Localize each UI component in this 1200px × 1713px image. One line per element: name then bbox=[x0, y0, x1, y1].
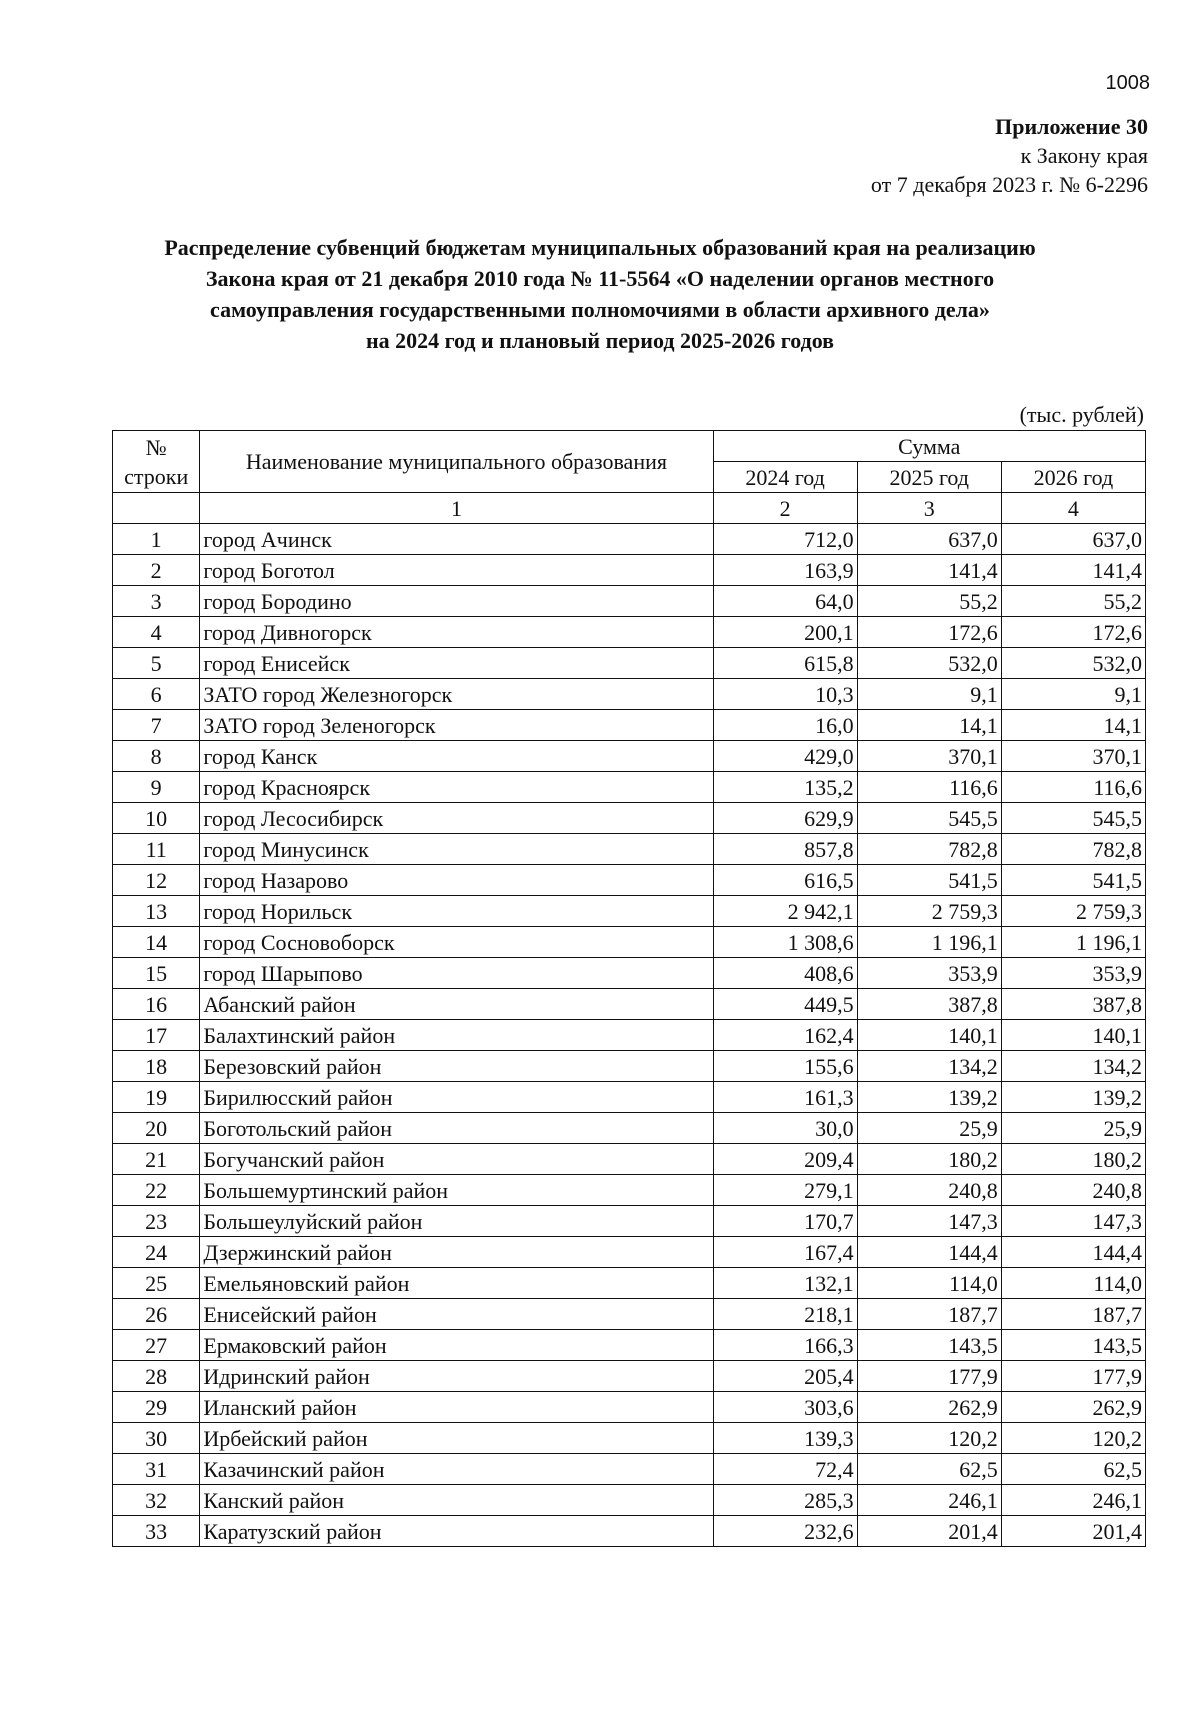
table-row bbox=[113, 741, 1146, 772]
table-row bbox=[113, 710, 1146, 741]
municipality-name-cell: Балахтинский район bbox=[200, 1020, 713, 1051]
municipality-name-cell: город Енисейск bbox=[200, 648, 713, 679]
value-2025-cell: 143,5 bbox=[857, 1330, 1001, 1361]
value-2025-cell: 545,5 bbox=[857, 803, 1001, 834]
table-row bbox=[113, 617, 1146, 648]
municipality-name-cell: Березовский район bbox=[200, 1051, 713, 1082]
name-header: Наименование муниципального образования bbox=[200, 431, 713, 493]
municipality-name-cell: Казачинский район bbox=[200, 1454, 713, 1485]
value-2026-cell: 180,2 bbox=[1001, 1144, 1145, 1175]
value-2024-cell: 232,6 bbox=[713, 1516, 857, 1547]
table-row bbox=[113, 648, 1146, 679]
appendix-law-ref: к Закону края bbox=[1020, 143, 1148, 168]
value-2024-cell: 16,0 bbox=[713, 710, 857, 741]
column-index: 1 bbox=[200, 493, 713, 524]
document-title bbox=[110, 232, 1090, 356]
municipality-name-cell: Идринский район bbox=[200, 1361, 713, 1392]
municipality-name-cell: город Красноярск bbox=[200, 772, 713, 803]
row-number-cell: 31 bbox=[113, 1454, 200, 1485]
municipality-name-cell: город Канск bbox=[200, 741, 713, 772]
table-row bbox=[113, 834, 1146, 865]
value-2025-cell: 116,6 bbox=[857, 772, 1001, 803]
page-number: 1008 bbox=[1105, 72, 1150, 94]
row-number-cell: 15 bbox=[113, 958, 200, 989]
value-2024-cell: 167,4 bbox=[713, 1237, 857, 1268]
value-2026-cell: 532,0 bbox=[1001, 648, 1145, 679]
value-2025-cell: 25,9 bbox=[857, 1113, 1001, 1144]
value-2024-cell: 218,1 bbox=[713, 1299, 857, 1330]
title-line: самоуправления государственными полномочиями в области архивного дела» bbox=[210, 297, 990, 322]
value-2024-cell: 616,5 bbox=[713, 865, 857, 896]
value-2025-cell: 114,0 bbox=[857, 1268, 1001, 1299]
table-row bbox=[113, 958, 1146, 989]
value-2024-cell: 162,4 bbox=[713, 1020, 857, 1051]
municipality-name-cell: Енисейский район bbox=[200, 1299, 713, 1330]
value-2024-cell: 135,2 bbox=[713, 772, 857, 803]
value-2025-cell: 172,6 bbox=[857, 617, 1001, 648]
value-2026-cell: 143,5 bbox=[1001, 1330, 1145, 1361]
value-2025-cell: 637,0 bbox=[857, 524, 1001, 555]
row-number-cell: 16 bbox=[113, 989, 200, 1020]
value-2025-cell: 120,2 bbox=[857, 1423, 1001, 1454]
municipality-name-cell: Емельяновский район bbox=[200, 1268, 713, 1299]
value-2024-cell: 408,6 bbox=[713, 958, 857, 989]
value-2024-cell: 139,3 bbox=[713, 1423, 857, 1454]
municipality-name-cell: город Назарово bbox=[200, 865, 713, 896]
row-number-cell: 13 bbox=[113, 896, 200, 927]
municipality-name-cell: Боготольский район bbox=[200, 1113, 713, 1144]
row-number-cell: 11 bbox=[113, 834, 200, 865]
municipality-name-cell: Большемуртинский район bbox=[200, 1175, 713, 1206]
value-2026-cell: 120,2 bbox=[1001, 1423, 1145, 1454]
row-number-cell: 28 bbox=[113, 1361, 200, 1392]
municipality-name-cell: ЗАТО город Зеленогорск bbox=[200, 710, 713, 741]
value-2026-cell: 201,4 bbox=[1001, 1516, 1145, 1547]
municipality-name-cell: город Сосновоборск bbox=[200, 927, 713, 958]
value-2025-cell: 139,2 bbox=[857, 1082, 1001, 1113]
value-2024-cell: 30,0 bbox=[713, 1113, 857, 1144]
units-label: (тыс. рублей) bbox=[1019, 402, 1144, 427]
row-number-cell: 2 bbox=[113, 555, 200, 586]
row-number-cell: 29 bbox=[113, 1392, 200, 1423]
value-2025-cell: 201,4 bbox=[857, 1516, 1001, 1547]
municipality-name-cell: город Дивногорск bbox=[200, 617, 713, 648]
row-number-cell: 23 bbox=[113, 1206, 200, 1237]
value-2026-cell: 141,4 bbox=[1001, 555, 1145, 586]
municipality-name-cell: город Норильск bbox=[200, 896, 713, 927]
value-2024-cell: 166,3 bbox=[713, 1330, 857, 1361]
row-number-cell: 1 bbox=[113, 524, 200, 555]
row-number-cell: 6 bbox=[113, 679, 200, 710]
row-number-cell: 14 bbox=[113, 927, 200, 958]
value-2026-cell: 114,0 bbox=[1001, 1268, 1145, 1299]
table-row bbox=[113, 1516, 1146, 1547]
municipality-name-cell: город Ачинск bbox=[200, 524, 713, 555]
value-2024-cell: 200,1 bbox=[713, 617, 857, 648]
value-2026-cell: 637,0 bbox=[1001, 524, 1145, 555]
value-2025-cell: 134,2 bbox=[857, 1051, 1001, 1082]
column-index: 3 bbox=[857, 493, 1001, 524]
row-number-cell: 5 bbox=[113, 648, 200, 679]
municipality-name-cell: Дзержинский район bbox=[200, 1237, 713, 1268]
value-2025-cell: 262,9 bbox=[857, 1392, 1001, 1423]
value-2024-cell: 303,6 bbox=[713, 1392, 857, 1423]
value-2026-cell: 240,8 bbox=[1001, 1175, 1145, 1206]
year-2025-header: 2025 год bbox=[857, 462, 1001, 493]
value-2025-cell: 62,5 bbox=[857, 1454, 1001, 1485]
subvention-table bbox=[112, 430, 1146, 1547]
row-number-cell: 30 bbox=[113, 1423, 200, 1454]
row-number-cell: 27 bbox=[113, 1330, 200, 1361]
value-2025-cell: 370,1 bbox=[857, 741, 1001, 772]
value-2025-cell: 353,9 bbox=[857, 958, 1001, 989]
municipality-name-cell: Богучанский район bbox=[200, 1144, 713, 1175]
value-2026-cell: 782,8 bbox=[1001, 834, 1145, 865]
table-row bbox=[113, 772, 1146, 803]
value-2026-cell: 387,8 bbox=[1001, 989, 1145, 1020]
municipality-name-cell: город Бородино bbox=[200, 586, 713, 617]
table-row bbox=[113, 1175, 1146, 1206]
value-2025-cell: 246,1 bbox=[857, 1485, 1001, 1516]
column-index-empty bbox=[113, 493, 200, 524]
table-row bbox=[113, 1206, 1146, 1237]
table-row bbox=[113, 803, 1146, 834]
value-2024-cell: 712,0 bbox=[713, 524, 857, 555]
value-2026-cell: 187,7 bbox=[1001, 1299, 1145, 1330]
value-2025-cell: 180,2 bbox=[857, 1144, 1001, 1175]
row-number-cell: 7 bbox=[113, 710, 200, 741]
table-row bbox=[113, 1454, 1146, 1485]
value-2025-cell: 177,9 bbox=[857, 1361, 1001, 1392]
row-number-cell: 9 bbox=[113, 772, 200, 803]
value-2026-cell: 262,9 bbox=[1001, 1392, 1145, 1423]
value-2024-cell: 429,0 bbox=[713, 741, 857, 772]
value-2024-cell: 629,9 bbox=[713, 803, 857, 834]
value-2026-cell: 541,5 bbox=[1001, 865, 1145, 896]
municipality-name-cell: Абанский район bbox=[200, 989, 713, 1020]
table-row bbox=[113, 1392, 1146, 1423]
value-2024-cell: 209,4 bbox=[713, 1144, 857, 1175]
value-2026-cell: 55,2 bbox=[1001, 586, 1145, 617]
value-2025-cell: 187,7 bbox=[857, 1299, 1001, 1330]
value-2026-cell: 172,6 bbox=[1001, 617, 1145, 648]
row-number-header-line1: № bbox=[145, 434, 167, 460]
row-number-cell: 20 bbox=[113, 1113, 200, 1144]
value-2025-cell: 541,5 bbox=[857, 865, 1001, 896]
value-2024-cell: 449,5 bbox=[713, 989, 857, 1020]
value-2026-cell: 1 196,1 bbox=[1001, 927, 1145, 958]
value-2026-cell: 25,9 bbox=[1001, 1113, 1145, 1144]
value-2026-cell: 147,3 bbox=[1001, 1206, 1145, 1237]
table-row bbox=[113, 1485, 1146, 1516]
municipality-name-cell: город Боготол bbox=[200, 555, 713, 586]
municipality-name-cell: ЗАТО город Железногорск bbox=[200, 679, 713, 710]
value-2026-cell: 2 759,3 bbox=[1001, 896, 1145, 927]
value-2025-cell: 782,8 bbox=[857, 834, 1001, 865]
table-row bbox=[113, 1423, 1146, 1454]
value-2024-cell: 1 308,6 bbox=[713, 927, 857, 958]
value-2026-cell: 62,5 bbox=[1001, 1454, 1145, 1485]
table-row bbox=[113, 1082, 1146, 1113]
value-2024-cell: 72,4 bbox=[713, 1454, 857, 1485]
value-2025-cell: 240,8 bbox=[857, 1175, 1001, 1206]
table-row bbox=[113, 1113, 1146, 1144]
table-row bbox=[113, 679, 1146, 710]
table-row bbox=[113, 524, 1146, 555]
value-2026-cell: 545,5 bbox=[1001, 803, 1145, 834]
appendix-header bbox=[871, 112, 1148, 199]
municipality-name-cell: Ирбейский район bbox=[200, 1423, 713, 1454]
municipality-name-cell: Ермаковский район bbox=[200, 1330, 713, 1361]
value-2025-cell: 9,1 bbox=[857, 679, 1001, 710]
value-2024-cell: 205,4 bbox=[713, 1361, 857, 1392]
table-row bbox=[113, 1361, 1146, 1392]
municipality-name-cell: Канский район bbox=[200, 1485, 713, 1516]
row-number-cell: 22 bbox=[113, 1175, 200, 1206]
value-2024-cell: 155,6 bbox=[713, 1051, 857, 1082]
year-2026-header: 2026 год bbox=[1001, 462, 1145, 493]
value-2026-cell: 246,1 bbox=[1001, 1485, 1145, 1516]
value-2024-cell: 857,8 bbox=[713, 834, 857, 865]
year-2024-header: 2024 год bbox=[713, 462, 857, 493]
column-index: 2 bbox=[713, 493, 857, 524]
appendix-title: Приложение 30 bbox=[995, 114, 1148, 139]
value-2025-cell: 141,4 bbox=[857, 555, 1001, 586]
table-row bbox=[113, 1020, 1146, 1051]
row-number-cell: 26 bbox=[113, 1299, 200, 1330]
row-number-cell: 17 bbox=[113, 1020, 200, 1051]
value-2024-cell: 10,3 bbox=[713, 679, 857, 710]
sum-header: Сумма bbox=[713, 431, 1145, 462]
title-line: на 2024 год и плановый период 2025-2026 годов bbox=[365, 328, 835, 353]
table-row bbox=[113, 1051, 1146, 1082]
table-row bbox=[113, 1299, 1146, 1330]
row-number-cell: 4 bbox=[113, 617, 200, 648]
value-2025-cell: 147,3 bbox=[857, 1206, 1001, 1237]
table-row bbox=[113, 1144, 1146, 1175]
table-row bbox=[113, 865, 1146, 896]
appendix-date: от 7 декабря 2023 г. № 6-2296 bbox=[870, 172, 1148, 197]
value-2025-cell: 1 196,1 bbox=[857, 927, 1001, 958]
column-index: 4 bbox=[1001, 493, 1145, 524]
value-2024-cell: 64,0 bbox=[713, 586, 857, 617]
value-2025-cell: 387,8 bbox=[857, 989, 1001, 1020]
value-2025-cell: 14,1 bbox=[857, 710, 1001, 741]
row-number-cell: 18 bbox=[113, 1051, 200, 1082]
table-row bbox=[113, 1237, 1146, 1268]
table-body bbox=[113, 524, 1146, 1547]
table-row bbox=[113, 555, 1146, 586]
value-2026-cell: 134,2 bbox=[1001, 1051, 1145, 1082]
value-2025-cell: 140,1 bbox=[857, 1020, 1001, 1051]
municipality-name-cell: Иланский район bbox=[200, 1392, 713, 1423]
value-2026-cell: 9,1 bbox=[1001, 679, 1145, 710]
municipality-name-cell: Бирилюсский район bbox=[200, 1082, 713, 1113]
value-2024-cell: 170,7 bbox=[713, 1206, 857, 1237]
row-number-cell: 32 bbox=[113, 1485, 200, 1516]
table-row bbox=[113, 1330, 1146, 1361]
value-2026-cell: 370,1 bbox=[1001, 741, 1145, 772]
table-header bbox=[113, 431, 1146, 524]
municipality-name-cell: Большеулуйский район bbox=[200, 1206, 713, 1237]
value-2026-cell: 116,6 bbox=[1001, 772, 1145, 803]
value-2026-cell: 177,9 bbox=[1001, 1361, 1145, 1392]
value-2025-cell: 144,4 bbox=[857, 1237, 1001, 1268]
municipality-name-cell: город Шарыпово bbox=[200, 958, 713, 989]
title-line: Закона края от 21 декабря 2010 года № 11-5564 «О наделении органов местного bbox=[205, 266, 995, 291]
row-number-cell: 12 bbox=[113, 865, 200, 896]
value-2024-cell: 163,9 bbox=[713, 555, 857, 586]
value-2025-cell: 532,0 bbox=[857, 648, 1001, 679]
value-2025-cell: 55,2 bbox=[857, 586, 1001, 617]
municipality-name-cell: Каратузский район bbox=[200, 1516, 713, 1547]
value-2024-cell: 285,3 bbox=[713, 1485, 857, 1516]
row-number-header-line2: строки bbox=[124, 463, 189, 489]
value-2024-cell: 279,1 bbox=[713, 1175, 857, 1206]
row-number-header bbox=[113, 431, 200, 493]
table-row bbox=[113, 1268, 1146, 1299]
value-2024-cell: 132,1 bbox=[713, 1268, 857, 1299]
value-2024-cell: 161,3 bbox=[713, 1082, 857, 1113]
municipality-name-cell: город Лесосибирск bbox=[200, 803, 713, 834]
row-number-cell: 24 bbox=[113, 1237, 200, 1268]
table-row bbox=[113, 896, 1146, 927]
row-number-cell: 25 bbox=[113, 1268, 200, 1299]
row-number-cell: 10 bbox=[113, 803, 200, 834]
title-line: Распределение субвенций бюджетам муниципальных образований края на реализацию bbox=[164, 235, 1036, 260]
municipality-name-cell: город Минусинск bbox=[200, 834, 713, 865]
value-2026-cell: 140,1 bbox=[1001, 1020, 1145, 1051]
table-row bbox=[113, 989, 1146, 1020]
row-number-cell: 33 bbox=[113, 1516, 200, 1547]
value-2026-cell: 144,4 bbox=[1001, 1237, 1145, 1268]
value-2026-cell: 139,2 bbox=[1001, 1082, 1145, 1113]
value-2026-cell: 353,9 bbox=[1001, 958, 1145, 989]
value-2026-cell: 14,1 bbox=[1001, 710, 1145, 741]
value-2025-cell: 2 759,3 bbox=[857, 896, 1001, 927]
value-2024-cell: 2 942,1 bbox=[713, 896, 857, 927]
row-number-cell: 21 bbox=[113, 1144, 200, 1175]
table-row bbox=[113, 586, 1146, 617]
value-2024-cell: 615,8 bbox=[713, 648, 857, 679]
row-number-cell: 19 bbox=[113, 1082, 200, 1113]
table-row bbox=[113, 927, 1146, 958]
row-number-cell: 3 bbox=[113, 586, 200, 617]
row-number-cell: 8 bbox=[113, 741, 200, 772]
